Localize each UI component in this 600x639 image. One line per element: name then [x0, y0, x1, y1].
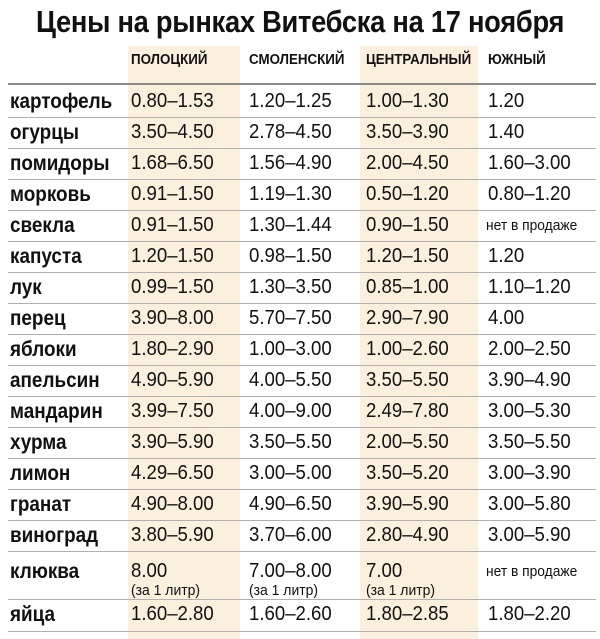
- price-cell: 4.00–5.50: [249, 369, 332, 391]
- price-cell: 3.90–5.90: [366, 493, 449, 515]
- price-cell: 3.00–5.80: [488, 493, 571, 515]
- table-row: [0, 86, 600, 117]
- price-cell: 3.99–7.50: [131, 400, 214, 422]
- price-cell: 3.00–5.30: [488, 400, 571, 422]
- price-cell: 0.98–1.50: [249, 245, 332, 267]
- price-cell: 1.80–2.20: [488, 603, 571, 625]
- column-header-smolensky: СМОЛЕНСКИЙ: [249, 52, 345, 68]
- price-cell: 3.50–3.90: [366, 121, 449, 143]
- product-name: лук: [10, 276, 42, 299]
- price-cell: 3.50–5.50: [366, 369, 449, 391]
- table-row: [0, 148, 600, 179]
- price-cell: 1.20–1.25: [249, 90, 332, 112]
- price-cell: 1.00–1.30: [366, 90, 449, 112]
- price-cell: 0.91–1.50: [131, 183, 214, 205]
- price-cell: 2.00–4.50: [366, 152, 449, 174]
- price-cell: 0.91–1.50: [131, 214, 214, 236]
- price-cell: 0.80–1.53: [131, 90, 214, 112]
- product-name: виноград: [10, 524, 99, 547]
- price-cell: 3.00–5.00: [249, 462, 332, 484]
- table-row: [0, 556, 600, 599]
- price-cell: 0.90–1.50: [366, 214, 449, 236]
- table-row: [0, 179, 600, 210]
- price-cell: 4.00: [488, 307, 525, 329]
- table-row: [0, 334, 600, 365]
- table-row: [0, 303, 600, 334]
- price-cell: 7.00: [366, 560, 403, 582]
- price-cell: 1.30–1.44: [249, 214, 332, 236]
- product-name: свекла: [10, 214, 75, 237]
- column-header-centralny: ЦЕНТРАЛЬНЫЙ: [366, 52, 472, 68]
- product-name: мандарин: [10, 400, 103, 423]
- table-row: [0, 599, 600, 630]
- table-row: [0, 210, 600, 241]
- product-name: картофель: [10, 90, 113, 113]
- price-cell: 1.20: [488, 90, 525, 112]
- product-name: морковь: [10, 183, 91, 206]
- price-cell: 1.40: [488, 121, 525, 143]
- column-header-polotsky: ПОЛОЦКИЙ: [131, 52, 208, 68]
- price-cell: 2.90–7.90: [366, 307, 449, 329]
- product-name: гранат: [10, 493, 72, 516]
- table-row: [0, 241, 600, 272]
- price-cell: 3.80–5.90: [131, 524, 214, 546]
- price-cell: 1.20–1.50: [366, 245, 449, 267]
- price-cell: нет в продаже: [486, 563, 578, 580]
- header-rule: [8, 83, 596, 85]
- price-cell: 1.80–2.90: [131, 338, 214, 360]
- table-row: [0, 520, 600, 551]
- price-cell: 3.00–5.90: [488, 524, 571, 546]
- price-cell: 2.49–7.80: [366, 400, 449, 422]
- price-cell: 0.50–1.20: [366, 183, 449, 205]
- price-cell: 2.00–5.50: [366, 431, 449, 453]
- price-cell: 1.60–3.00: [488, 152, 571, 174]
- product-name: хурма: [10, 431, 67, 454]
- product-name: клюква: [10, 560, 80, 583]
- product-name: помидоры: [10, 152, 110, 175]
- price-cell: 4.90–6.50: [249, 493, 332, 515]
- table-row: [0, 396, 600, 427]
- price-cell: 0.85–1.00: [366, 276, 449, 298]
- product-name: яблоки: [10, 338, 77, 361]
- price-cell: 7.00–8.00: [249, 560, 332, 582]
- table-row: [0, 272, 600, 303]
- price-cell: 3.70–6.00: [249, 524, 332, 546]
- price-cell: 3.50–5.50: [488, 431, 571, 453]
- price-cell: 1.80–2.85: [366, 603, 449, 625]
- table-row: [0, 427, 600, 458]
- price-cell: 1.00–2.60: [366, 338, 449, 360]
- price-cell: 2.78–4.50: [249, 121, 332, 143]
- price-note: (за 1 литр): [249, 582, 319, 599]
- price-cell: 1.10–1.20: [488, 276, 571, 298]
- price-cell: 2.80–4.90: [366, 524, 449, 546]
- price-note: (за 1 литр): [131, 582, 201, 599]
- price-cell: нет в продаже: [486, 217, 578, 234]
- row-divider: [8, 551, 596, 552]
- product-name: яйца: [10, 603, 56, 626]
- column-header-yuzhny: ЮЖНЫЙ: [488, 52, 546, 68]
- price-cell: 1.60–2.80: [131, 603, 214, 625]
- table-row: [0, 117, 600, 148]
- price-note: (за 1 литр): [366, 582, 436, 599]
- row-divider: [8, 631, 596, 632]
- price-cell: 5.70–7.50: [249, 307, 332, 329]
- price-cell: 1.56–4.90: [249, 152, 332, 174]
- price-cell: 1.00–3.00: [249, 338, 332, 360]
- price-cell: 3.50–4.50: [131, 121, 214, 143]
- price-cell: 3.90–8.00: [131, 307, 214, 329]
- price-cell: 4.90–8.00: [131, 493, 214, 515]
- table-row: [0, 365, 600, 396]
- price-cell: 2.00–2.50: [488, 338, 571, 360]
- page-title: Цены на рынках Витебска на 17 ноября: [36, 4, 565, 39]
- price-cell: 4.00–9.00: [249, 400, 332, 422]
- price-cell: 1.20: [488, 245, 525, 267]
- price-cell: 3.50–5.50: [249, 431, 332, 453]
- price-cell: 3.00–3.90: [488, 462, 571, 484]
- price-cell: 4.90–5.90: [131, 369, 214, 391]
- price-cell: 1.60–2.60: [249, 603, 332, 625]
- price-cell: 4.29–6.50: [131, 462, 214, 484]
- table-row: [0, 489, 600, 520]
- price-cell: 1.20–1.50: [131, 245, 214, 267]
- price-cell: 3.90–5.90: [131, 431, 214, 453]
- price-cell: 0.99–1.50: [131, 276, 214, 298]
- product-name: огурцы: [10, 121, 79, 144]
- price-cell: 1.30–3.50: [249, 276, 332, 298]
- price-cell: 8.00: [131, 560, 168, 582]
- price-cell: 3.90–4.90: [488, 369, 571, 391]
- price-cell: 1.19–1.30: [249, 183, 332, 205]
- product-name: апельсин: [10, 369, 100, 392]
- product-name: капуста: [10, 245, 82, 268]
- price-cell: 1.68–6.50: [131, 152, 214, 174]
- product-name: лимон: [10, 462, 71, 485]
- price-cell: 0.80–1.20: [488, 183, 571, 205]
- table-row: [0, 458, 600, 489]
- price-cell: 3.50–5.20: [366, 462, 449, 484]
- product-name: перец: [10, 307, 66, 330]
